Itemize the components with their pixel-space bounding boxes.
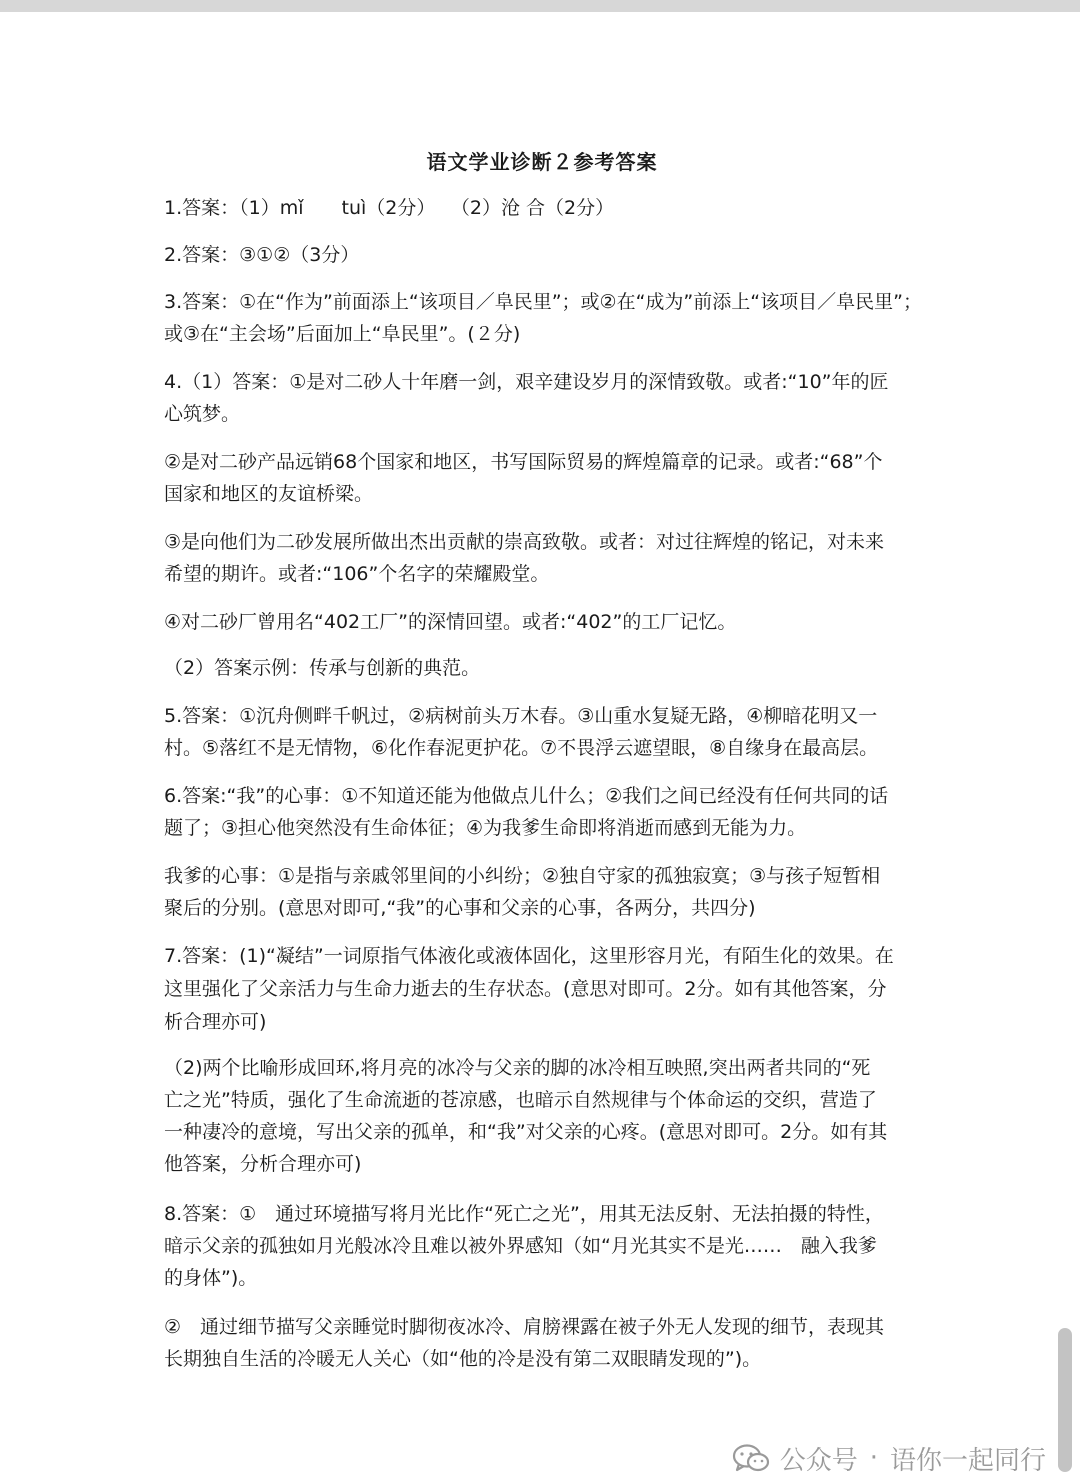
answer-line: ③是向他们为二砂发展所做出杰出贡献的崇高致敬。或者：对过往辉煌的铭记，对未来	[164, 531, 885, 553]
answer-line: 长期独自生活的冷暖无人关心（如“他的冷是没有第二双眼睛发现的”)。	[164, 1348, 762, 1370]
answer-line: 2.答案：③①②（3分）	[164, 244, 360, 266]
answer-line: 3.答案：①在“作为”前面添上“该项目／阜民里”；或②在“成为”前添上“该项目／阜民里”；	[164, 291, 922, 313]
page-title: 语文学业诊断２参考答案	[426, 150, 658, 174]
answer-line: 4.（1）答案：①是对二砂人十年磨一剑，艰辛建设岁月的深情致敬。或者:“10”年的匠	[164, 371, 889, 393]
answer-line: 亡之光”特质，强化了生命流逝的苍凉感，也暗示自然规律与个体命运的交织，营造了	[164, 1089, 877, 1111]
answer-line: 8.答案：① 通过环境描写将月光比作“死亡之光”，用其无法反射、无法拍摄的特性，	[164, 1203, 884, 1225]
answer-line: 暗示父亲的孤独如月光般冰冷且难以被外界感知（如“月光其实不是光…… 融入我爹	[164, 1235, 877, 1257]
answer-line: 村。⑤落红不是无情物，⑥化作春泥更护花。⑦不畏浮云遮望眼，⑧自缘身在最高层。	[164, 737, 879, 759]
answer-line: 一种凄冷的意境，写出父亲的孤单，和“我”对父亲的心疼。(意思对即可。2分。如有其	[164, 1121, 888, 1143]
wechat-icon	[732, 1443, 770, 1473]
answer-line: 或③在“主会场”后面加上“阜民里”。(２分)	[164, 323, 521, 345]
scrollbar-thumb[interactable]	[1058, 1328, 1072, 1472]
answer-line: 7.答案：(1)“凝结”一词原指气体液化或液体固化，这里形容月光，有陌生化的效果。在	[164, 945, 894, 967]
answer-line: 这里强化了父亲活力与生命力逝去的生存状态。(意思对即可。2分。如有其他答案，分	[164, 978, 887, 1000]
watermark-account-type: 公众号	[779, 1445, 858, 1476]
answer-line: ④对二砂厂曾用名“402工厂”的深情回望。或者:“402”的工厂记忆。	[164, 611, 737, 633]
watermark-separator: ·	[869, 1443, 878, 1473]
answer-line: 析合理亦可)	[164, 1011, 267, 1033]
answer-line: 心筑梦。	[164, 403, 241, 425]
answer-line: 国家和地区的友谊桥梁。	[164, 483, 374, 505]
answer-line: 的身体”)。	[164, 1267, 258, 1289]
answer-line: 5.答案：①沉舟侧畔千帆过，②病树前头万木春。③山重水复疑无路，④柳暗花明又一	[164, 705, 878, 727]
watermark-account-name: 语你一起同行	[889, 1445, 1046, 1476]
answer-line: 希望的期许。或者:“106”个名字的荣耀殿堂。	[164, 563, 550, 585]
answer-line: 他答案，分析合理亦可)	[164, 1153, 362, 1175]
answer-line: 1.答案：（1）mǐ tuì（2分） （2）沧 合（2分）	[164, 197, 615, 219]
answer-line: 题了；③担心他突然没有生命体征；④为我爹生命即将消逝而感到无能为力。	[164, 817, 807, 839]
answer-line: 聚后的分别。(意思对即可,“我”的心事和父亲的心事，各两分，共四分)	[164, 897, 756, 919]
answer-line: ②是对二砂产品远销68个国家和地区，书写国际贸易的辉煌篇章的记录。或者:“68”个	[164, 451, 883, 473]
answer-line: 我爹的心事：①是指与亲戚邻里间的小纠纷；②独自守家的孤独寂寞；③与孩子短暂相	[164, 865, 881, 887]
answer-line: ② 通过细节描写父亲睡觉时脚彻夜冰冷、肩膀裸露在被子外无人发现的细节，表现其	[164, 1316, 885, 1338]
answer-line: （2）答案示例：传承与创新的典范。	[164, 657, 481, 679]
answer-line: 6.答案:“我”的心事：①不知道还能为他做点儿什么；②我们之间已经没有任何共同的话	[164, 785, 889, 807]
watermark	[732, 1438, 1046, 1478]
top-bar	[0, 0, 1080, 12]
answer-line: （2)两个比喻形成回环,将月亮的冰冷与父亲的脚的冰冷相互映照,突出两者共同的“死	[164, 1057, 871, 1079]
